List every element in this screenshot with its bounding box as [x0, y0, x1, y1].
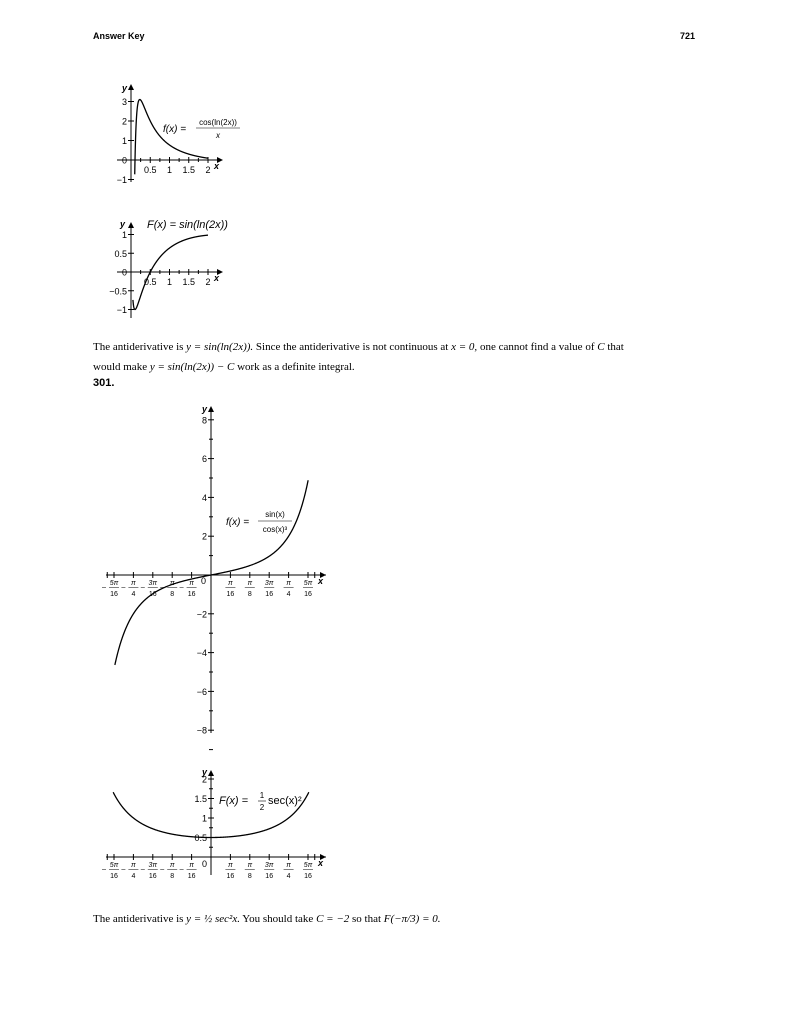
x-tick-label-den: 4 [131, 873, 136, 880]
x-tick-label-den: 16 [110, 873, 118, 880]
y-tick-label: 3 [121, 97, 127, 107]
math-run: C [597, 341, 605, 353]
math-run: y = ½ sec²x. [186, 913, 240, 925]
x-tick-label: 0.5 [143, 277, 157, 287]
x-tick-label-den: 8 [170, 873, 175, 880]
graph-3 [102, 404, 326, 750]
x-tick-label-num: 5π [109, 862, 119, 869]
math-run: y = sin(ln(2x)) − C [149, 361, 235, 373]
x-tick-label-num: 5π [109, 580, 119, 587]
problem-number: 301. [93, 377, 115, 389]
graph-2-x-axis-label: x [214, 273, 220, 283]
x-tick-label-num: π [189, 862, 194, 869]
graph-4-x-axis-label: x [318, 858, 324, 868]
x-tick-label-den: 16 [187, 873, 196, 880]
x-tick-label-den: 8 [247, 873, 252, 880]
x-tick-label-num: 5π [303, 580, 313, 587]
graph-1-x-axis-label: x [214, 161, 220, 171]
x-tick-label-num: 3π [148, 580, 158, 587]
x-tick-label-num: π [189, 580, 194, 587]
x-tick-label-den: 4 [286, 873, 291, 880]
y-tick-label: 0 [121, 267, 127, 278]
page-number: 721 [680, 31, 696, 41]
math-run: x = 0, [451, 341, 478, 353]
y-tick-label: −2 [196, 609, 207, 620]
y-tick-label: 0.5 [114, 248, 127, 259]
graph-4-label-frac-num: 1 [259, 791, 265, 800]
text-run: The antiderivative is [93, 341, 184, 353]
x-tick-label-num: π [131, 862, 136, 869]
y-tick-label: 1.5 [194, 794, 207, 804]
y-tick-label: 2 [201, 774, 207, 785]
math-run: F(−π/3) = 0. [383, 913, 441, 925]
text-run: would make [93, 361, 148, 373]
y-tick-label: 0 [121, 155, 127, 166]
text-run: The antiderivative is [93, 913, 184, 925]
x-tick-label: 1 [166, 277, 173, 287]
x-tick-label-num: 3π [264, 580, 274, 587]
x-tick-label-den: 16 [226, 591, 235, 598]
x-tick-label-den: 16 [304, 873, 312, 880]
graph-2 [109, 219, 228, 318]
graph-3-x-axis-label: x [318, 576, 324, 586]
y-tick-label: 0.5 [194, 833, 207, 843]
y-tick-label: −6 [196, 686, 207, 697]
graph-4-label-frac-den: 2 [259, 803, 265, 812]
y-tick-label: 4 [201, 492, 207, 503]
y-tick-label: 8 [201, 415, 207, 426]
x-tick-label: 0.5 [143, 165, 157, 175]
text-run: work as a definite integral. [237, 361, 355, 373]
y-tick-label: 1 [121, 136, 127, 146]
x-tick-label-num: π [247, 862, 253, 869]
paragraph-1 [93, 337, 703, 357]
x-tick-label-den: 16 [265, 873, 274, 880]
x-tick-label-num: π [286, 862, 291, 869]
x-tick-label: 1.5 [182, 277, 196, 287]
y-tick-label: 1 [121, 230, 127, 240]
x-tick-label: 1.5 [182, 165, 196, 175]
x-tick-label-den: 8 [170, 591, 175, 598]
graph-4-label-lhs: F(x) = [219, 795, 249, 807]
math-run: y = sin(ln(2x)). [186, 341, 254, 353]
x-tick-label: 1 [166, 165, 173, 175]
x-tick-label-den: 16 [304, 591, 312, 598]
x-tick-label: 2 [205, 277, 211, 287]
text-run: Since the antiderivative is not continuous at [255, 341, 449, 353]
paragraph-2 [93, 909, 703, 929]
text-run: that [607, 341, 624, 353]
graph-1 [117, 83, 240, 185]
y-tick-label: −1 [116, 305, 127, 315]
text-run: You should take [242, 913, 314, 925]
graph-1-y-axis-label: y [122, 83, 128, 93]
graph-3-label-num: sin(x) [265, 510, 285, 519]
graph-2-label: F(x) = sin(ln(2x)) [147, 219, 228, 231]
graph-1-label-lhs: f(x) = [163, 124, 187, 135]
graph-2-y-axis-label: y [120, 219, 126, 229]
x-tick-label-num: 3π [264, 862, 274, 869]
x-tick-label-den: 16 [265, 591, 274, 598]
x-tick-label-den: 16 [110, 591, 118, 598]
x-tick-label-num: π [247, 580, 253, 587]
y-tick-label: 2 [121, 116, 127, 127]
graph-1-label-den: x [216, 131, 220, 140]
math-run: C = −2 [316, 913, 350, 925]
graph-3-y-axis-label: y [202, 404, 208, 414]
x-tick-label-num: π [169, 580, 175, 587]
y-tick-label: −8 [196, 725, 207, 736]
x-tick-label-num: 3π [148, 862, 158, 869]
x-tick-label-den: 16 [187, 591, 196, 598]
graph-4-origin-label: 0 [201, 859, 207, 869]
x-tick-label-den: 16 [148, 591, 157, 598]
graph-4 [102, 767, 326, 880]
text-run: one cannot find a value of [479, 341, 595, 353]
graph-3-label-lhs: f(x) = [226, 517, 250, 528]
y-tick-label: 1 [201, 813, 207, 824]
x-tick-label-num: π [286, 580, 291, 587]
x-tick-label-den: 4 [286, 591, 291, 598]
graph-3-label-den: cos(x)³ [262, 525, 288, 534]
y-tick-label: −1 [116, 175, 127, 185]
y-tick-label: 6 [201, 454, 207, 465]
x-tick-label-den: 8 [247, 591, 252, 598]
y-tick-label: −4 [196, 648, 207, 659]
graph-3-origin-label: 0 [200, 576, 206, 586]
x-tick-label-den: 16 [148, 873, 157, 880]
y-tick-label: 2 [201, 531, 207, 542]
y-tick-label: −0.5 [109, 286, 127, 297]
text-run: so that [352, 913, 382, 925]
x-tick-label-den: 4 [131, 591, 136, 598]
x-tick-label-num: π [169, 862, 175, 869]
header-title: Answer Key [93, 31, 145, 41]
graph-4-label-rest: sec(x)² [268, 795, 302, 807]
x-tick-label: 2 [205, 165, 211, 175]
graph-1-label-num: cos(ln(2x)) [199, 118, 237, 127]
x-tick-label-num: π [228, 862, 233, 869]
graph-4-y-axis-label: y [202, 767, 208, 777]
graph-1-curve [135, 100, 211, 175]
x-tick-label-num: π [228, 580, 233, 587]
x-tick-label-den: 16 [226, 873, 235, 880]
x-tick-label-num: π [131, 580, 136, 587]
x-tick-label-num: 5π [303, 862, 313, 869]
paragraph-1-line-2 [93, 357, 703, 377]
